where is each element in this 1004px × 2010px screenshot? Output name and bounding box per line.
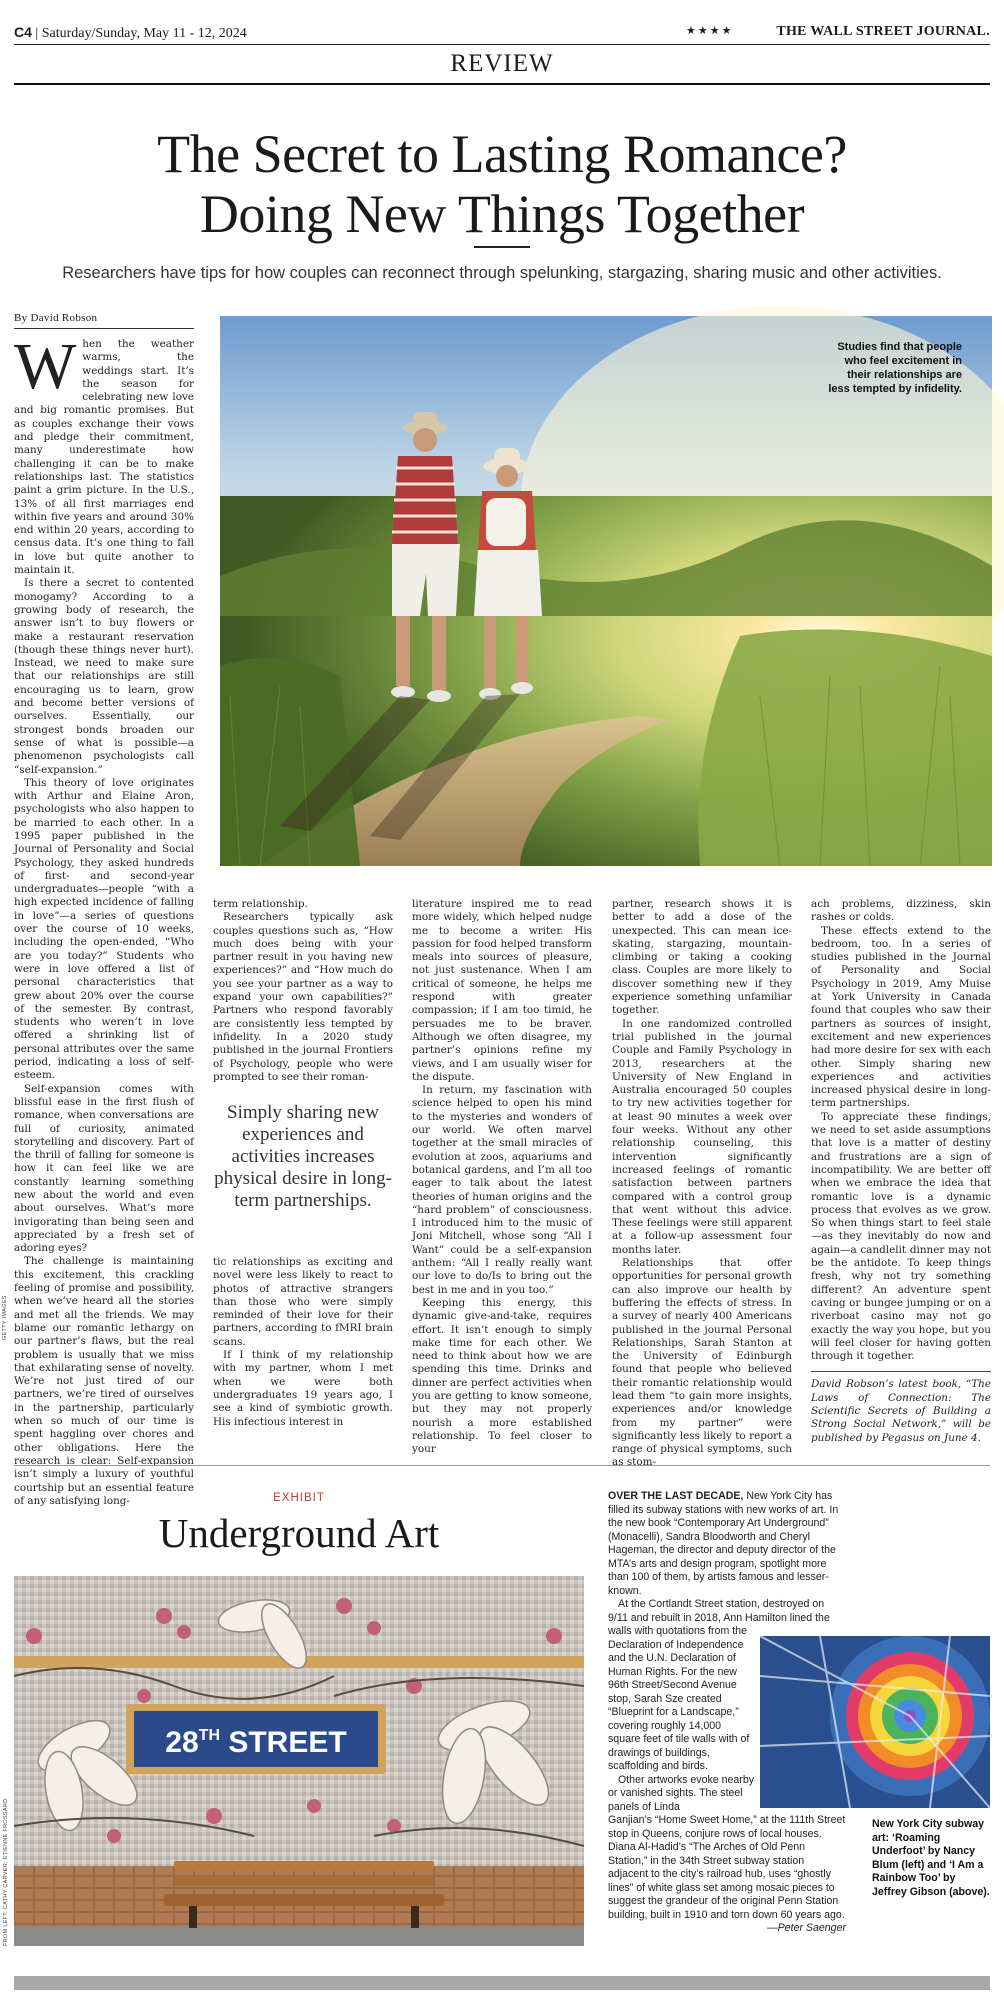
paragraph: term relationship. (213, 898, 308, 910)
headline-line-1: The Secret to Lasting Romance? (157, 124, 847, 184)
article-dek: Researchers have tips for how couples can reconnect through spelunking, stargazing, sharing music and other activities. (62, 264, 942, 282)
pull-quote: Simply sharing new experiences and activities increases physical desire in long-term partnerships. (214, 1102, 392, 1211)
lead-in: OVER THE LAST DECADE, (608, 1490, 744, 1502)
article-column-1 (14, 330, 194, 1507)
author-tagline: David Robson’s latest book, “The Laws of Connection: The Scientific Secrets of Building a Strong Social Network,” will be published by Pegasus on June 4. (811, 1371, 991, 1444)
exhibit-caption: New York City subway art: ‘Roaming Underfoot’ by Nancy Blum (left) and ‘I Am a Rainbow Too’ by Jeffrey Gibson (above). (872, 1818, 990, 1898)
masthead (14, 24, 990, 42)
paragraph: The challenge is maintaining this excitement, this crackling feeling of promise and possibility, when we’ve heard all the stories and met all the friends. We may blame our romantic lethargy on our partner’s flaws, but the real problem is usually that we miss that exhilarating sense of novelty. We’re not just tired of our partners, we’re tired of ourselves in the partnership, particularly when so much of our time is spent haggling over chores and other obligations. Here the research is clear: Self-expansion isn’t simply a luxury of youthful courtship but an essential feature of any satisfying long- (14, 1255, 194, 1507)
paragraph: Keeping this energy, this dynamic give-and-take, requires effort. It isn’t enough to simply make time for each other. We need to think about how we are spending this time. Drinks and dinner are perfect activities when you are getting to know someone, but they may not properly nourish a more established relationship. To feel closer to your (412, 1296, 592, 1456)
paragraph: walls with quotations from the Declaration of Independence and the U.N. Declaration of Human Rights. For the new 96th Street/Second Avenue stop, Sarah Sze created “Blueprint for a Landscape,” covering roughly 14,000 square feet of tile walls with of drawings of buildings, scaffolding and birds. (608, 1625, 750, 1772)
headline-rule (474, 246, 530, 248)
exhibit-photo-credit: FROM LEFT: CATHY CARVER; ETIENNE FROSSARD (3, 1798, 9, 1946)
paragraph: Researchers typically ask couples questions such as, “How much does being with your partner result in you having new experiences?” and “How much do you see your partner as a way to expand your own capabilities?” Partners who respond favorably are consistently less tempted by infidelity. In a 2020 study published in the journal Frontiers of Psychology, people who were prompted to see their roman- (213, 911, 393, 1083)
paragraph: At the Cortlandt Street station, destroyed on 9/11 and rebuilt in 2018, Ann Hamilton lined the (608, 1598, 830, 1624)
paragraph: To appreciate these findings, we need to set aside assumptions that love is a matter of destiny and frustrations are a sign of incompatibility. We are better off when we embrace the idea that romantic love is a dynamic process that evolves as we grow. So when things start to feel stale—as they inevitably do now and again—a candlelit dinner may not be the antidote. To keep things fresh, why not try something different? An adventure spent caving or bungee jumping or on a riverboat casino may not go exactly the way you hope, but you will feel closer for having gotten through it together. (811, 1110, 991, 1363)
paragraph: literature inspired me to read more widely, which helped nudge me to become a writer. His passion for food helped transform meals into sources of pleasure, not just sustenance. When I am critical of someone, he helps me respond with greater compassion; if I am too timid, he persuades me to be braver. Although we often disagree, my partner’s opinions refine my views, and I am usually wiser for the dispute. (412, 898, 592, 1083)
paragraph: When the weather warms, the weddings start. It’s the season for celebrating new love and big romantic promises. But as couples exchange their vows and pledge their commitment, many underestimate how challenging it can be to make relationships last. The statistics paint a grim picture. In the U.S., 13% of all first marriages end within five years and around 30% end within 20 years, according to census data. It’s one thing to fall in love but quite another to maintain it. (14, 330, 194, 577)
byline: By David Robson (14, 312, 98, 324)
station-sign-text: 28TH STREET (165, 1726, 347, 1759)
paragraph: Self-expansion comes with blissful ease in the first flush of romance, when conversations are full of curiosity, animated storytelling and discovery. Part of the thrill of falling for someone is how it can feel like we are constantly learning something new about the world and even about ourselves. What’s more invigorating than being seen and appreciated by a fresh set of adoring eyes? (14, 1082, 194, 1255)
article-column-5 (811, 898, 991, 1444)
couple-photo (220, 316, 992, 866)
photo-caption: Studies find that people who feel excitement in their relationships are less tempted by infidelity. (828, 341, 962, 395)
paragraph: Relationships that offer opportunities for personal growth can also improve our health by buffering the effects of stress. In a survey of nearly 400 Americans published in the journal Personal Relationships, Sarah Stanton at the University of Edinburgh found that people who believed their romantic relationship would lead them “to gain more insights, experiences and/or knowledge from my partner” were significantly less likely to report a range of physical symptoms, such as stom- (612, 1257, 792, 1469)
section-divider (14, 1465, 990, 1466)
section-rule (14, 83, 990, 85)
subway-mosaic-photo (14, 1576, 584, 1946)
article-headline (0, 124, 1004, 244)
paragraph: Other artworks evoke nearby or vanished sights. The steel panels of Linda (608, 1773, 755, 1813)
paragraph: partner, research shows it is better to add a dose of the unexpected. This can mean ice-skating, stargazing, mountain-climbing or taking a cooking class. Couples are more likely to discover something new if they experience something unfamiliar together. (612, 898, 792, 1017)
article-column-4 (612, 898, 792, 1469)
exhibit-kicker: EXHIBIT (273, 1492, 325, 1504)
exhibit-signature: —Peter Saenger (767, 1922, 846, 1934)
newspaper-brand: THE WALL STREET JOURNAL. (776, 24, 990, 39)
headline-line-2: Doing New Things Together (199, 184, 805, 244)
paragraph: OVER THE LAST DECADE, New York City has filled its subway stations with new works of art. In the new book “Contemporary Art Underground” (Monacelli), Sandra Bloodworth and Cheryl Hageman, the director and deputy director of the MTA’s arts and design program, spotlight more than 100 of them, by artists famous and lesser-known. (608, 1490, 839, 1597)
edition-stars: ★★★★ (686, 25, 734, 37)
paragraph: In return, my fascination with science helped to open his mind to the mysteries and wonders of our world. We often marvel together at the small miracles of evolution at zoos, aquariums and botanical gardens, and I’m all too eager to talk about the latest theories of human origins and the “hard problem” of consciousness. I introduced him to the music of Joni Mitchell, whose song “All I Want” could be a self-expansion anthem: “All I really really want our love to do/Is to bring out the best in me and in you too.” (412, 1084, 592, 1296)
mosaic-illustration (14, 1576, 584, 1946)
paragraph: ach problems, dizziness, skin rashes or colds. (811, 898, 991, 924)
rainbow-mosaic-illustration (760, 1636, 990, 1808)
byline-rule (14, 328, 194, 329)
exhibit-title: Underground Art (158, 1510, 440, 1556)
issue-date: Saturday/Sunday, May 11 - 12, 2024 (41, 26, 247, 41)
drop-cap: W (14, 330, 77, 403)
masthead-rule (14, 44, 990, 45)
article-column-3 (412, 898, 592, 1456)
photo-credit: GETTY IMAGES (2, 1295, 8, 1340)
paragraph: Ganjian’s “Home Sweet Home,” at the 111th Street stop in Queens, conjure rows of local houses. Diana Al-Hadid’s “The Arches of Old Penn Station,” in the 34th Street subway station adjacent to the city’s railroad hub, uses “ghostly lines” of white glass set among mosaic pieces to suggest the grandeur of the original Penn Station building, built in 1910 and torn down 60 years ago. (608, 1814, 846, 1921)
paragraph: In one randomized controlled trial published in the journal Couple and Family Psychology in 2013, researchers at the University of New England in Australia encouraged 50 couples to try new activities together for at least 90 minutes a week over four weeks. Without any other relationship counseling, this intervention significantly increased feelings of romantic satisfaction between partners compared with a control group that went without this advice. These feelings were still apparent at a follow-up assessment four months later. (612, 1017, 792, 1256)
paragraph: If I think of my relationship with my partner, whom I met when we were both undergraduates 19 years ago, I see a kind of symbiotic growth. His infectious interest in (213, 1349, 393, 1428)
page-date: C4 | Saturday/Sunday, May 11 - 12, 2024 (14, 24, 247, 41)
paragraph: Is there a secret to contented monogamy? According to a growing body of research, the answer isn’t to buy flowers or make a restaurant reservation (though these things never hurt). Instead, we need to make sure that our relationships are still encouraging us to learn, grow and become better versions of ourselves. Essentially, our strongest bonds broaden our sense of what is possible—a phenomenon psychologists call “self-expansion.” (14, 577, 194, 776)
paragraph: These effects extend to the bedroom, too. In a series of studies published in the Journal of Personality and Social Psychology in 2019, Amy Muise at York University in Canada found that couples who saw their partners as sources of insight, excitement and new experiences had more desire for sex with each other. Simply sharing new experiences and activities increased physical desire in long-term partnerships. (811, 924, 991, 1110)
page-number: C4 (14, 24, 32, 40)
couple-walking-illustration (220, 316, 992, 866)
article-column-2-lower (213, 1256, 393, 1428)
page-footer-bar (14, 1976, 990, 1990)
paragraph: tic relationships as exciting and novel were less likely to react to photos of attractive strangers than those who were simply reminded of their love for their partners, according to fMRI brain scans. (213, 1256, 393, 1348)
rainbow-art-photo (760, 1636, 990, 1808)
section-title: REVIEW (450, 50, 554, 77)
paragraph: This theory of love originates with Arthur and Elaine Aron, psychologists who also happen to be married to each other. In a 1995 paper published in the Journal of Personality and Social Psychology, they asked hundreds of first- and second-year undergraduates—people “with a high expected incidence of falling in love”—a series of questions over the course of 10 weeks, including the open-ended, “Who are you today?” Students who were in love offered a list of personal characteristics that grew about 20% over the course of the semester. By contrast, students who weren’t in love offered a shrinking list of personal attributes over the same period, indicating a loss of self-esteem. (14, 776, 194, 1082)
